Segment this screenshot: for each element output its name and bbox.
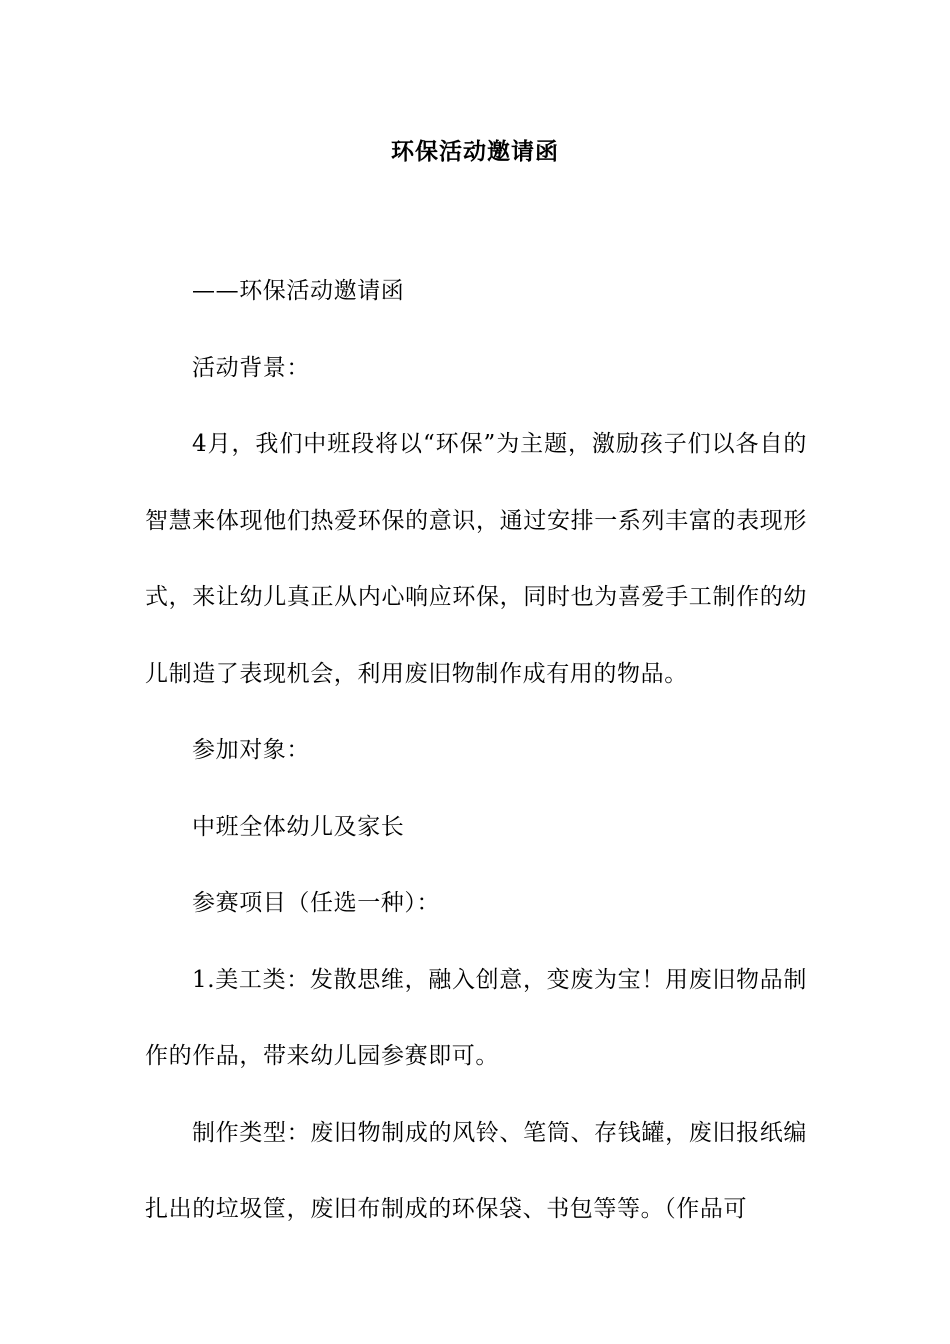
craft-types-paragraph: 制作类型：废旧物制成的风铃、笔筒、存钱罐，废旧报纸编扎出的垃圾筐，废旧布制成的环保袋、书包等等。（作品可 bbox=[145, 1119, 807, 1222]
document-body bbox=[145, 253, 807, 1248]
subtitle-paragraph: ——环保活动邀请函 bbox=[192, 278, 405, 304]
participants-paragraph: 中班全体幼儿及家长 bbox=[192, 813, 405, 840]
background-heading: 活动背景： bbox=[192, 354, 310, 381]
contest-items-heading: 参赛项目（任选一种）： bbox=[192, 890, 441, 916]
background-paragraph: 4月，我们中班段将以“环保”为主题，激励孩子们以各自的智慧来体现他们热爱环保的意识，通过安排一系列丰富的表现形式，来让幼儿真正从内心响应环保，同时也为喜爱手工制作的幼儿制造了表现机会，利用废旧物制作成有用的物品。 bbox=[145, 431, 807, 687]
art-category-paragraph: 1.美工类：发散思维，融入创意，变废为宝！用废旧物品制作的作品，带来幼儿园参赛即可。 bbox=[145, 966, 807, 1069]
participants-heading: 参加对象： bbox=[192, 737, 310, 763]
document-title: 环保活动邀请函 bbox=[391, 138, 559, 165]
